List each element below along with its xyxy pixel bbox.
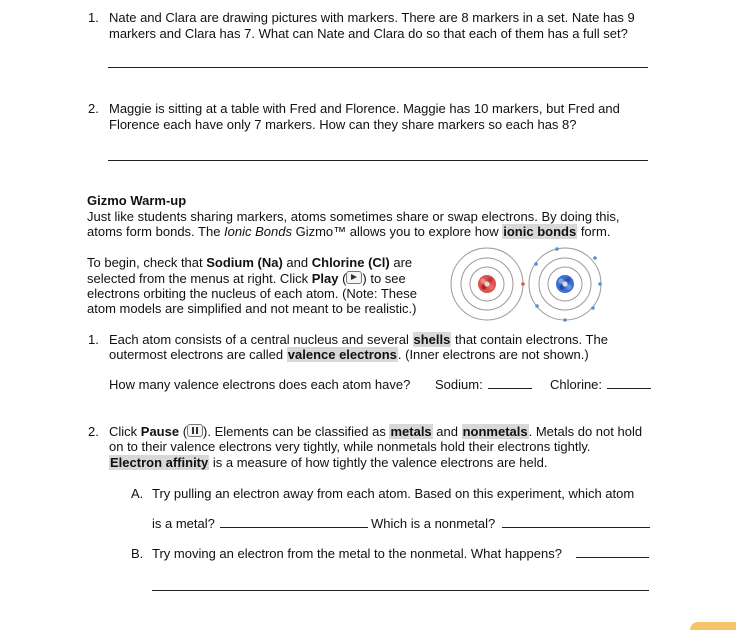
page-corner-mark [690,622,736,630]
question-text-line: Nate and Clara are drawing pictures with markers. There are 8 markers in a set. Nate has 9 [109,10,635,25]
highlight-term: nonmetals [462,424,528,439]
atom-models-diagram [446,244,616,324]
highlight-term: metals [390,424,432,439]
metal-answer-blank[interactable] [220,516,368,528]
highlight-term: valence electrons [287,347,397,362]
highlight-term: ionic bonds [503,224,577,239]
sodium-answer-blank[interactable] [488,377,532,389]
paragraph-line: selected from the menus at right. Click Play ( ) to see [87,271,406,286]
part-label: A. [131,486,144,501]
chlorine-label: Chlorine: [550,377,603,392]
chlorine-atom [529,247,602,322]
paragraph-line: electrons orbiting the nucleus of each atom. (Note: These [87,286,418,301]
paragraph-line: Just like students sharing markers, atoms sometimes share or swap electrons. By doing this, [87,209,620,224]
question-number: 1. [88,10,99,25]
paragraph-line: atoms form bonds. The Ionic Bonds Gizmo™ allows you to explore how ionic bonds form. [87,224,611,239]
part-text: Try moving an electron from the metal to the nonmetal. What happens? [152,546,562,561]
section-heading: Gizmo Warm-up [87,193,187,208]
part-b-answer-blank[interactable] [576,546,649,558]
question-text-line: outermost electrons are called valence electrons. (Inner electrons are not shown.) [109,347,589,362]
play-icon [346,271,362,284]
part-label: B. [131,546,144,561]
paragraph-line: atom models are simplified and not meant to be realistic.) [87,301,417,316]
answer-line[interactable] [152,590,649,591]
paragraph-line: To begin, check that Sodium (Na) and Chlorine (Cl) are [87,255,413,270]
metal-prompt: is a metal? [152,516,215,531]
nonmetal-answer-blank[interactable] [502,516,650,528]
sodium-label: Sodium: [435,377,483,392]
answer-line[interactable] [108,67,648,68]
question-text-line: on to their valence electrons very tightly, while nonmetals hold their electrons tightly. [109,439,591,454]
question-number: 1. [88,332,99,347]
question-text-line: Each atom consists of a central nucleus and several shells that contain electrons. The [109,332,608,347]
answer-line[interactable] [108,160,648,161]
highlight-term: shells [413,332,451,347]
sodium-atom [451,248,525,320]
valence-electron [521,282,525,286]
question-number: 2. [88,101,99,116]
highlight-term: Electron affinity [110,455,209,470]
question-text-line: Electron affinity is a measure of how tightly the valence electrons are held. [110,455,548,470]
question-text-line: markers and Clara has 7. What can Nate and Clara do so that each of them has a full set? [109,26,628,41]
question-prompt: How many valence electrons does each atom have? [109,377,411,392]
nonmetal-prompt: Which is a nonmetal? [371,516,496,531]
question-text-line: Click Pause ( ). Elements can be classified as metals and nonmetals. Metals do not hold [109,424,643,439]
chlorine-answer-blank[interactable] [607,377,651,389]
question-text-line: Maggie is sitting at a table with Fred and Florence. Maggie has 10 markers, but Fred and [109,101,620,116]
question-text-line: Florence each have only 7 markers. How can they share markers so each has 8? [109,117,577,132]
pause-icon [187,424,203,437]
part-text: Try pulling an electron away from each atom. Based on this experiment, which atom [152,486,635,501]
question-number: 2. [88,424,99,439]
